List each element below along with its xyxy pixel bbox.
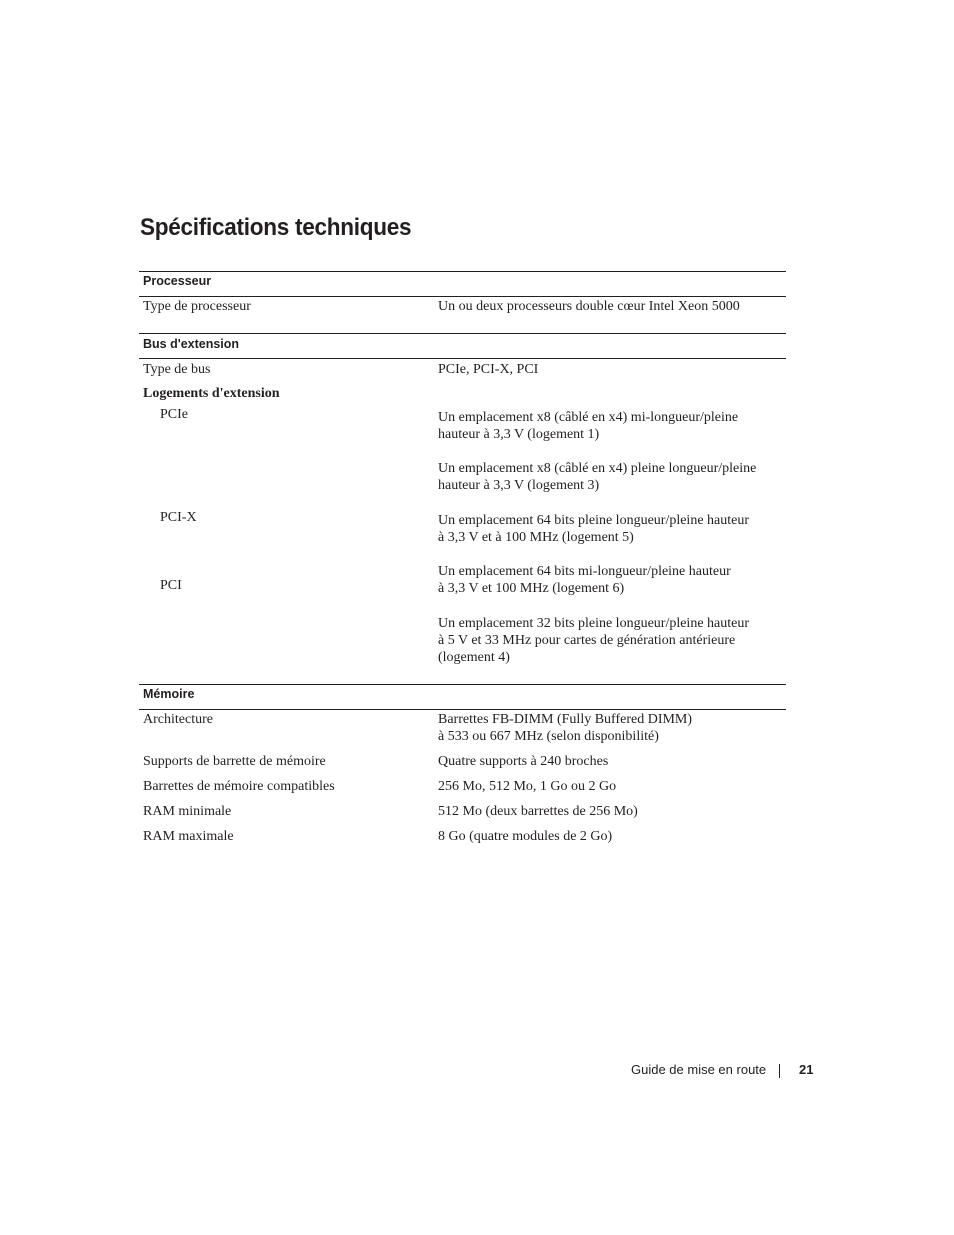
spec-value-pcie-slot-3 [438,460,756,494]
page-title: Spécifications techniques [140,214,412,241]
spec-value-line: Un emplacement x8 (câblé en x4) pleine longueur/pleine [438,461,757,476]
footer-separator [779,1064,780,1078]
section-top-rule [139,271,786,272]
spec-value-line: à 3,3 V et 100 MHz (logement 6) [438,581,625,596]
spec-value-line: à 5 V et 33 MHz pour cartes de génération antérieure [438,633,736,648]
spec-value-line: Un emplacement 64 bits pleine longueur/pleine hauteur [438,513,750,528]
spec-label-expansion-slots: Logements d'extension [143,386,280,401]
spec-value-bus-type: PCIe, PCI-X, PCI [438,362,539,377]
spec-value-max-ram: 8 Go (quatre modules de 2 Go) [438,829,613,844]
spec-label-max-ram: RAM maximale [143,829,234,844]
spec-label-bus-type: Type de bus [143,362,211,377]
spec-value-processor-type: Un ou deux processeurs double cœur Intel Xeon 5000 [438,299,740,314]
spec-value-line: à 3,3 V et à 100 MHz (logement 5) [438,530,634,545]
section-heading-bus: Bus d'extension [143,337,240,351]
spec-label-min-ram: RAM minimale [143,804,232,819]
spec-value-pcix-slot-6 [438,563,731,597]
section-heading-rule [139,296,786,297]
spec-label-architecture: Architecture [143,712,213,727]
spec-value-memory-sockets: Quatre supports à 240 broches [438,754,609,769]
spec-value-line: hauteur à 3,3 V (logement 3) [438,478,600,493]
section-heading-processeur: Processeur [143,274,212,288]
spec-value-pcix-slot-5 [438,512,749,546]
spec-value-line: Un emplacement 64 bits mi-longueur/pleine hauteur [438,564,731,579]
spec-value-min-ram: 512 Mo (deux barrettes de 256 Mo) [438,804,638,819]
spec-value-compatible-modules: 256 Mo, 512 Mo, 1 Go ou 2 Go [438,779,617,794]
spec-label-processor-type: Type de processeur [143,299,251,314]
spec-value-line: Un emplacement 32 bits pleine longueur/pleine hauteur [438,616,750,631]
spec-value-line: à 533 ou 667 MHz (selon disponibilité) [438,729,659,744]
spec-label-pci: PCI [160,578,182,593]
spec-value-pcie-slot-1 [438,409,738,443]
spec-label-compatible-modules: Barrettes de mémoire compatibles [143,779,335,794]
section-heading-memoire: Mémoire [143,687,195,701]
spec-value-pci-slot-4 [438,615,749,666]
page-number: 21 [799,1062,814,1077]
spec-value-architecture [438,711,692,745]
section-heading-rule [139,358,786,359]
footer-guide-title: Guide de mise en route [631,1062,767,1077]
section-top-rule [139,333,786,334]
spec-value-line: (logement 4) [438,650,510,665]
spec-value-line: hauteur à 3,3 V (logement 1) [438,427,600,442]
section-top-rule [139,684,786,685]
section-heading-rule [139,709,786,710]
spec-value-line: Un emplacement x8 (câblé en x4) mi-longueur/pleine [438,410,739,425]
spec-label-memory-sockets: Supports de barrette de mémoire [143,754,326,769]
spec-label-pcix: PCI-X [160,510,197,525]
spec-label-pcie: PCIe [160,407,188,422]
spec-value-line: Barrettes FB-DIMM (Fully Buffered DIMM) [438,712,693,727]
